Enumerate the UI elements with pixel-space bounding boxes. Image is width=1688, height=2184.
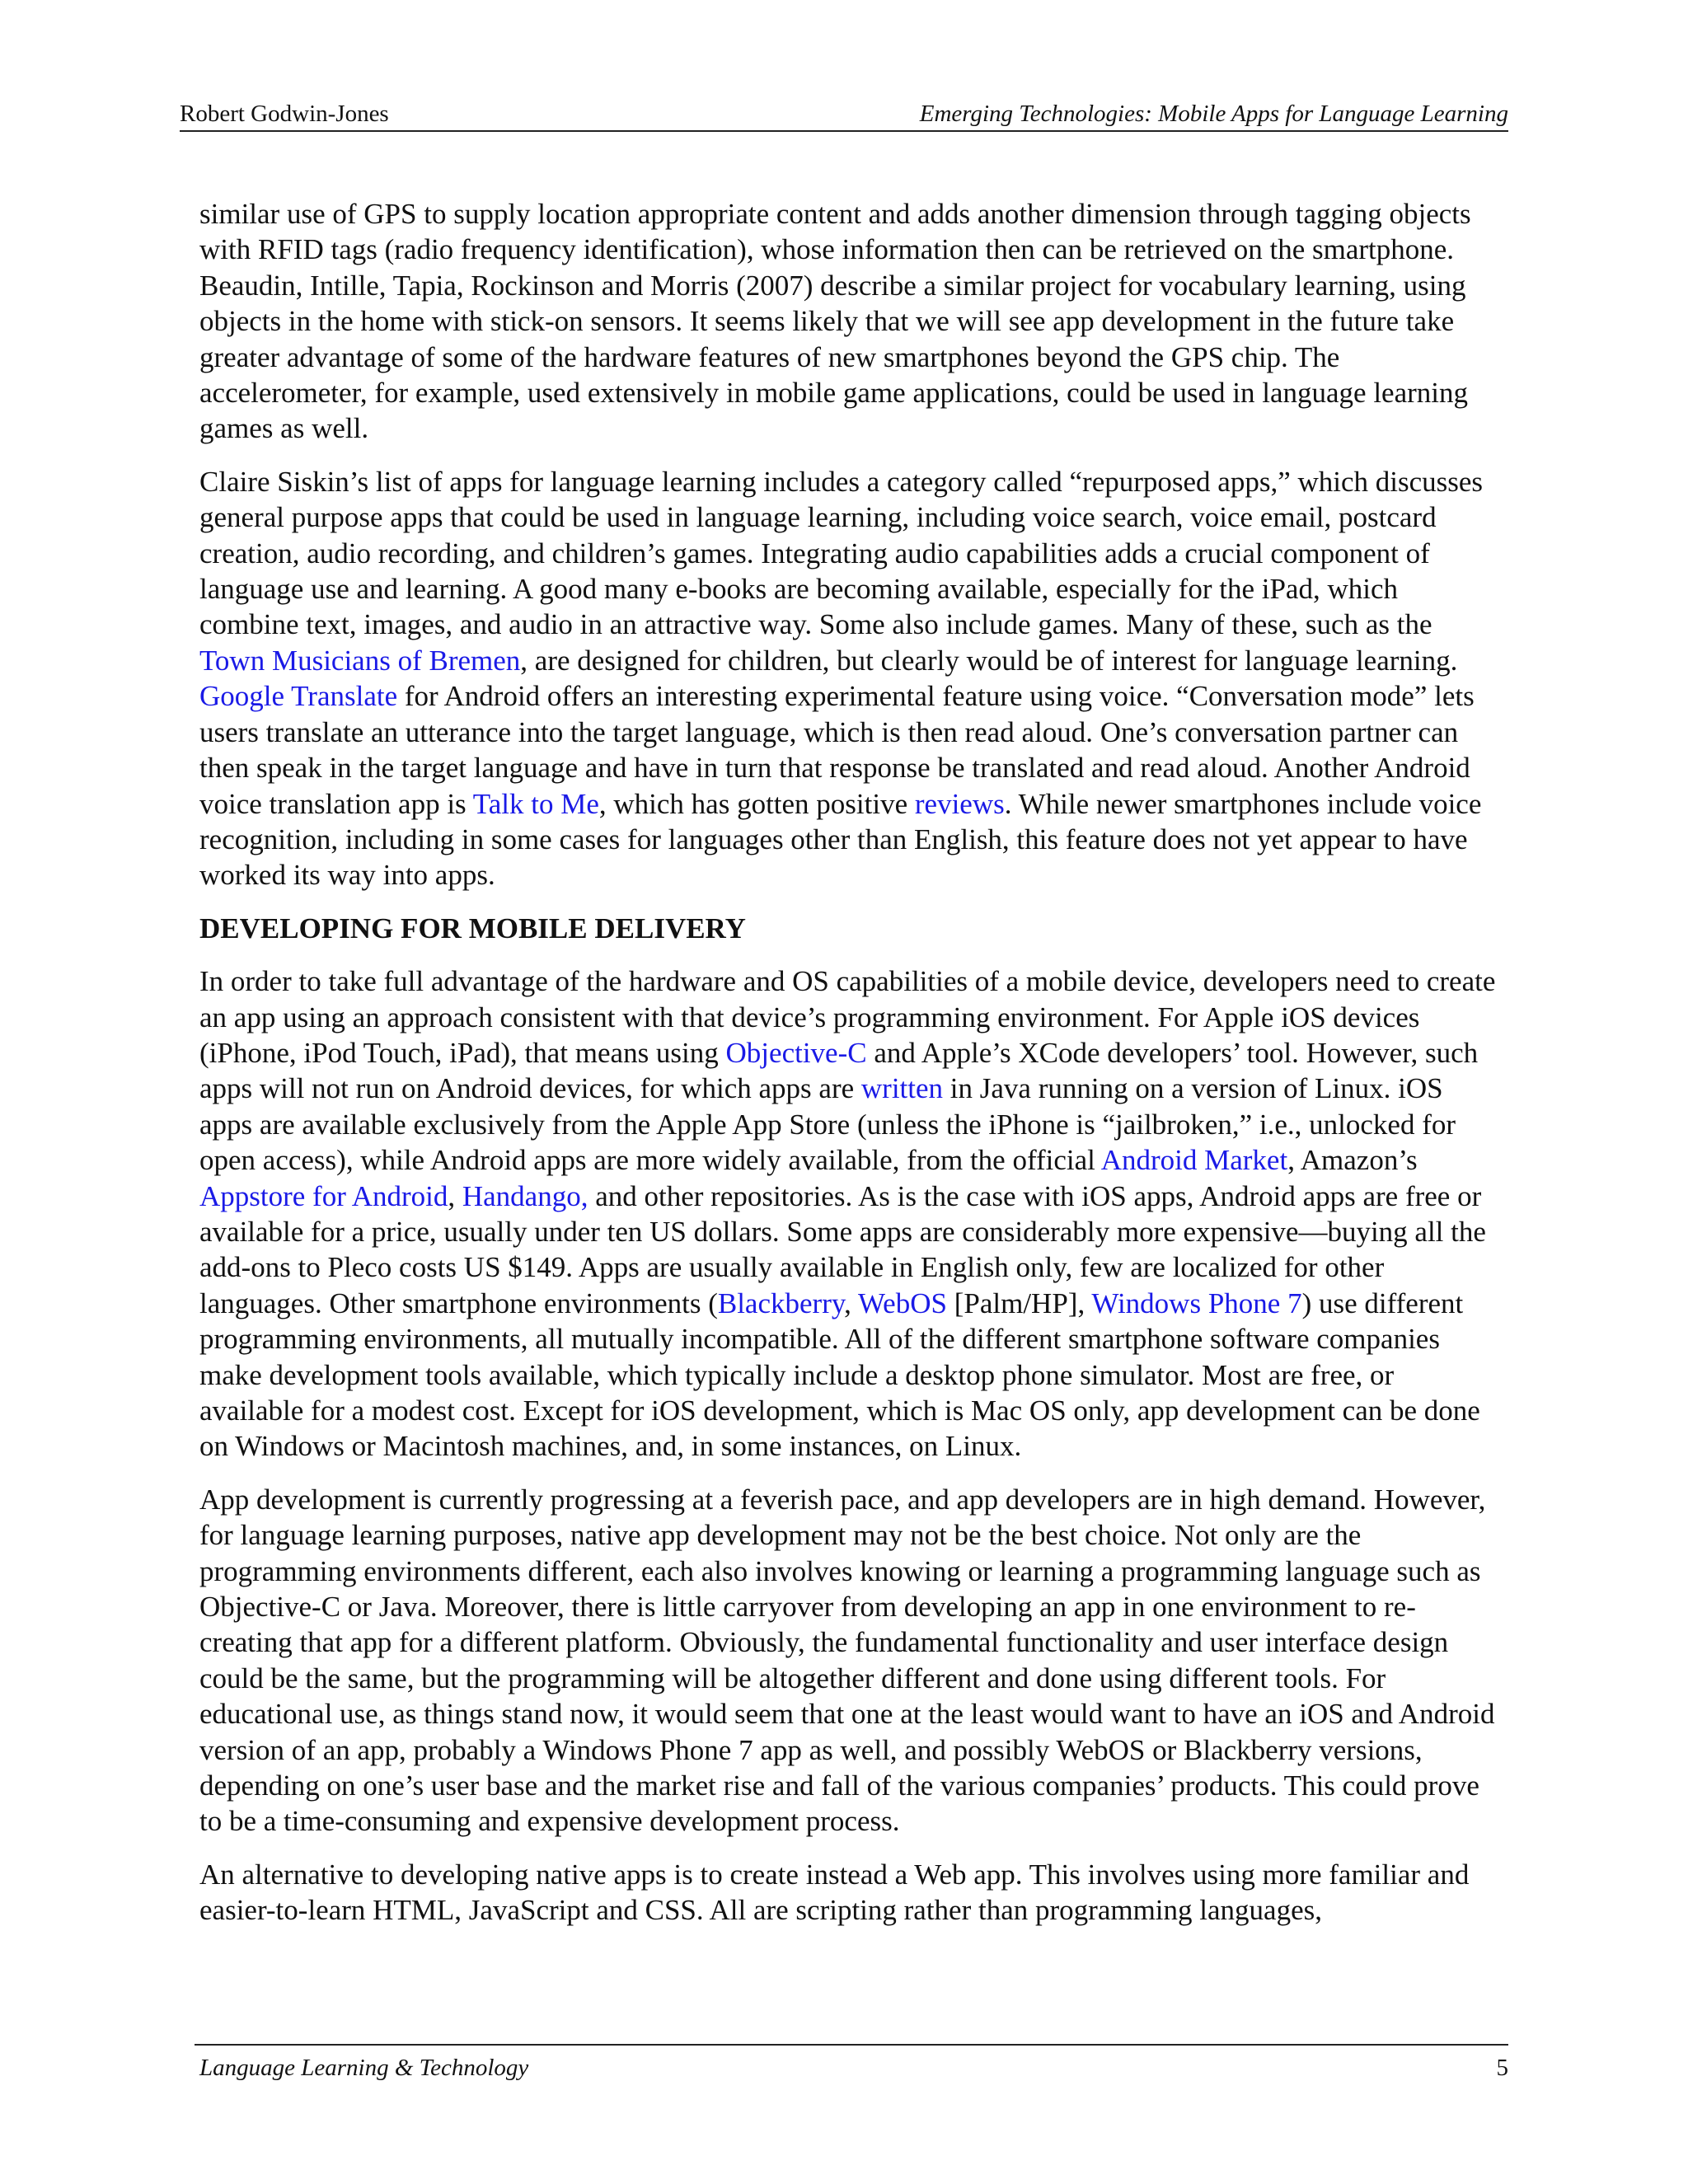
footer-journal: Language Learning & Technology	[199, 2055, 529, 2081]
text-span: ,	[844, 1286, 858, 1319]
link-handango[interactable]: Handango,	[462, 1179, 588, 1212]
text-span: and other repositories. As is the case with iOS apps, Android apps are free or available for a price, usually under ten US dollars. Some apps are considerably more expensive—buying all the add-ons to Pleco costs US $149. Apps are usually available in English only, few are localized for other languages. Other smartphone environments (	[199, 1179, 1486, 1319]
link-webos[interactable]: WebOS	[857, 1286, 947, 1319]
link-android-market[interactable]: Android Market	[1100, 1144, 1288, 1177]
paragraph-web-app-alternative: An alternative to developing native apps is to create instead a Web app. This involves using more familiar and easier-to-learn HTML, JavaScript and CSS. All are scripting rather than programming languages,	[199, 1858, 1470, 1927]
header-running-title: Emerging Technologies: Mobile Apps for Language Learning	[919, 101, 1508, 127]
page-footer	[195, 2044, 1508, 2087]
text-span: , Amazon’s	[1287, 1144, 1418, 1177]
link-town-musicians-of-bremen[interactable]: Town Musicians of Bremen	[199, 644, 521, 677]
text-span: Claire Siskin’s list of apps for language learning includes a category called “repurposed apps,” which discusses general purpose apps that could be used in language learning, including voice search, voice email, postcard creation, audio recording, and children’s games. Integrating audio capabilities adds a crucial component of language use and learning. A good many e-books are becoming available, especially for the iPad, which combine text, images, and audio in an attractive way. Some also include games. Many of these, such as the	[199, 465, 1484, 641]
text-span: and Apple’s XCode developers’ tool. However, such apps will not run on Android devices, for which apps are	[199, 1036, 1479, 1105]
link-google-translate[interactable]: Google Translate	[199, 680, 398, 713]
text-span: in Java running on a version of Linux. iOS apps are available exclusively from the Apple App Store (unless the iPhone is “jailbroken,” i.e., unlocked for open access), while Android apps are more widely available, from the official	[199, 1072, 1456, 1177]
text-span: ) use different programming environments, all mutually incompatible. All of the different smartphone software companies make development tools available, which typically include a desktop phone simulator. Most are free, or available for a modest cost. Except for iOS development, which is Mac OS only, app development can be done on Windows or Macintosh machines, and, in some instances, on Linux.	[199, 1286, 1480, 1463]
text-span: . While newer smartphones include voice recognition, including in some cases for languages other than English, this feature does not yet appear to have worked its way into apps.	[199, 787, 1482, 892]
header-author: Robert Godwin-Jones	[180, 101, 389, 127]
paragraph-app-development-pace: App development is currently progressing at a feverish pace, and app developers are in high demand. However, for language learning purposes, native app development may not be the best choice. Not only are the programming environments different, each also involves knowing or learning a programming language such as Objective-C or Java. Moreover, there is little carryover from developing an app in one environment to re-creating that app for a different platform. Obviously, the fundamental functionality and user interface design could be the same, but the programming will be altogether different and done using different tools. For educational use, as things stand now, it would seem that one at the least would want to have an iOS and Android version of an app, probably a Windows Phone 7 app as well, and possibly WebOS or Blackberry versions, depending on one’s user base and the market rise and fall of the various companies’ products. This could prove to be a time-consuming and expensive development process.	[199, 1483, 1495, 1838]
section-heading: DEVELOPING FOR MOBILE DELIVERY	[199, 912, 746, 944]
page-header	[180, 97, 1508, 132]
link-objective-c[interactable]: Objective-C	[725, 1036, 867, 1069]
link-reviews[interactable]: reviews	[914, 787, 1005, 820]
link-windows-phone-7[interactable]: Windows Phone 7	[1091, 1286, 1302, 1319]
text-span: In order to take full advantage of the hardware and OS capabilities of a mobile device, developers need to create an app using an approach consistent with that device’s programming environment. For Apple iOS devices (iPhone, iPod Touch, iPad), that means using	[199, 965, 1496, 1069]
link-talk-to-me[interactable]: Talk to Me	[472, 787, 599, 820]
text-span: for Android offers an interesting experimental feature using voice. “Conversation mode” lets users translate an utterance into the target language, which is then read aloud. One’s conversation partner can then speak in the target language and have in turn that response be translated and read aloud. Another Android voice translation app is	[199, 680, 1475, 820]
text-span: , are designed for children, but clearly would be of interest for language learning.	[520, 644, 1458, 677]
article-body	[199, 196, 1500, 1946]
paragraph-native-development	[199, 963, 1500, 1465]
paragraph-gps-rfid: similar use of GPS to supply location appropriate content and adds another dimension through tagging objects with RFID tags (radio frequency identification), whose information then can be retrieved on the smartphone. Beaudin, Intille, Tapia, Rockinson and Morris (2007) describe a similar project for vocabulary learning, using objects in the home with stick-on sensors. It seems likely that we will see app development in the future take greater advantage of some of the hardware features of new smartphones beyond the GPS chip. The accelerometer, for example, used extensively in mobile game applications, could be used in language learning games as well.	[199, 198, 1471, 445]
link-appstore-for-android[interactable]: Appstore for Android	[199, 1179, 448, 1212]
link-written[interactable]: written	[860, 1072, 944, 1105]
paragraph-repurposed-apps	[199, 464, 1500, 893]
text-span: [Palm/HP],	[946, 1286, 1092, 1319]
footer-page-number: 5	[1496, 2055, 1508, 2081]
text-span: , which has gotten positive	[598, 787, 915, 820]
link-blackberry[interactable]: Blackberry	[717, 1286, 845, 1319]
text-span: ,	[448, 1179, 462, 1212]
